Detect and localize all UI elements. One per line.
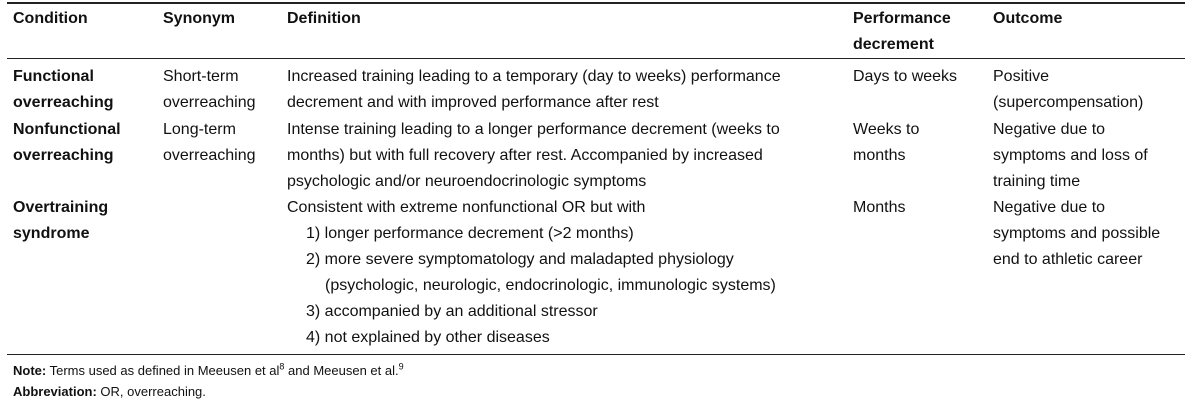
row2-outcome-line2: symptoms and loss of — [993, 147, 1148, 164]
row3-definition-list-item-2: 2) more severe symptomatology and maladapted physiology — [306, 251, 734, 268]
row1-synonym-line1: Short-term — [163, 68, 239, 85]
row3-performance: Months — [853, 199, 906, 216]
header-definition: Definition — [287, 10, 361, 27]
table-header-rule — [7, 58, 1185, 59]
row3-condition-line1: Overtraining — [13, 199, 109, 216]
row1-synonym-line2: overreaching — [163, 94, 256, 111]
row3-definition-list-item-4: 4) not explained by other diseases — [306, 329, 550, 346]
row2-performance-line1: Weeks to — [853, 121, 920, 138]
row1-condition-line2: overreaching — [13, 94, 114, 111]
note-reference-b: 9 — [398, 361, 404, 372]
row3-outcome-line2: symptoms and possible — [993, 225, 1161, 242]
row2-condition-line2: overreaching — [13, 147, 114, 164]
row1-definition-line2: decrement and with improved performance after rest — [287, 94, 659, 111]
row3-definition-line1: Consistent with extreme nonfunctional OR but with — [287, 199, 646, 216]
row3-condition-line2: syndrome — [13, 225, 90, 242]
table-note — [13, 362, 404, 380]
row3-outcome-line1: Negative due to — [993, 199, 1106, 216]
row2-outcome-line1: Negative due to — [993, 121, 1106, 138]
note-reference-a: 8 — [279, 361, 285, 372]
row1-condition-line1: Functional — [13, 68, 94, 85]
row2-synonym-line2: overreaching — [163, 147, 256, 164]
row1-outcome-line2: (supercompensation) — [993, 94, 1144, 111]
row2-condition-line1: Nonfunctional — [13, 121, 121, 138]
row1-performance: Days to weeks — [853, 68, 958, 85]
row3-outcome-line3: end to athletic career — [993, 251, 1143, 268]
table-bottom-rule — [7, 354, 1185, 355]
row2-definition-line1: Intense training leading to a longer performance decrement (weeks to — [287, 121, 780, 138]
row2-definition-line3: psychologic and/or neuroendocrinologic symptoms — [287, 173, 647, 190]
row3-definition-list-item-1: 1) longer performance decrement (>2 months) — [306, 225, 634, 242]
header-condition: Condition — [13, 10, 88, 27]
row2-synonym-line1: Long-term — [163, 121, 236, 138]
row3-definition-list-item-2-continued: (psychologic, neurologic, endocrinologic, immunologic systems) — [325, 277, 776, 294]
header-synonym: Synonym — [163, 10, 236, 27]
header-outcome: Outcome — [993, 10, 1063, 27]
row2-outcome-line3: training time — [993, 173, 1081, 190]
row3-definition-list-item-3: 3) accompanied by an additional stressor — [306, 303, 598, 320]
note-label: Note: — [13, 363, 47, 378]
note-text-b: and Meeusen et al. — [284, 363, 399, 378]
row1-outcome-line1: Positive — [993, 68, 1050, 85]
header-performance-line1: Performance — [853, 10, 951, 27]
abbreviation-text: OR, overreaching. — [96, 384, 206, 399]
note-text-a: Terms used as defined in Meeusen et al — [46, 363, 280, 378]
abbreviation-label: Abbreviation: — [13, 384, 97, 399]
header-performance-line2: decrement — [853, 36, 934, 53]
row2-definition-line2: months) but with full recovery after rest. Accompanied by increased — [287, 147, 763, 164]
table-abbreviation — [13, 383, 206, 401]
table-top-rule — [7, 2, 1185, 4]
row1-definition-line1: Increased training leading to a temporary (day to weeks) performance — [287, 68, 781, 85]
row2-performance-line2: months — [853, 147, 906, 164]
